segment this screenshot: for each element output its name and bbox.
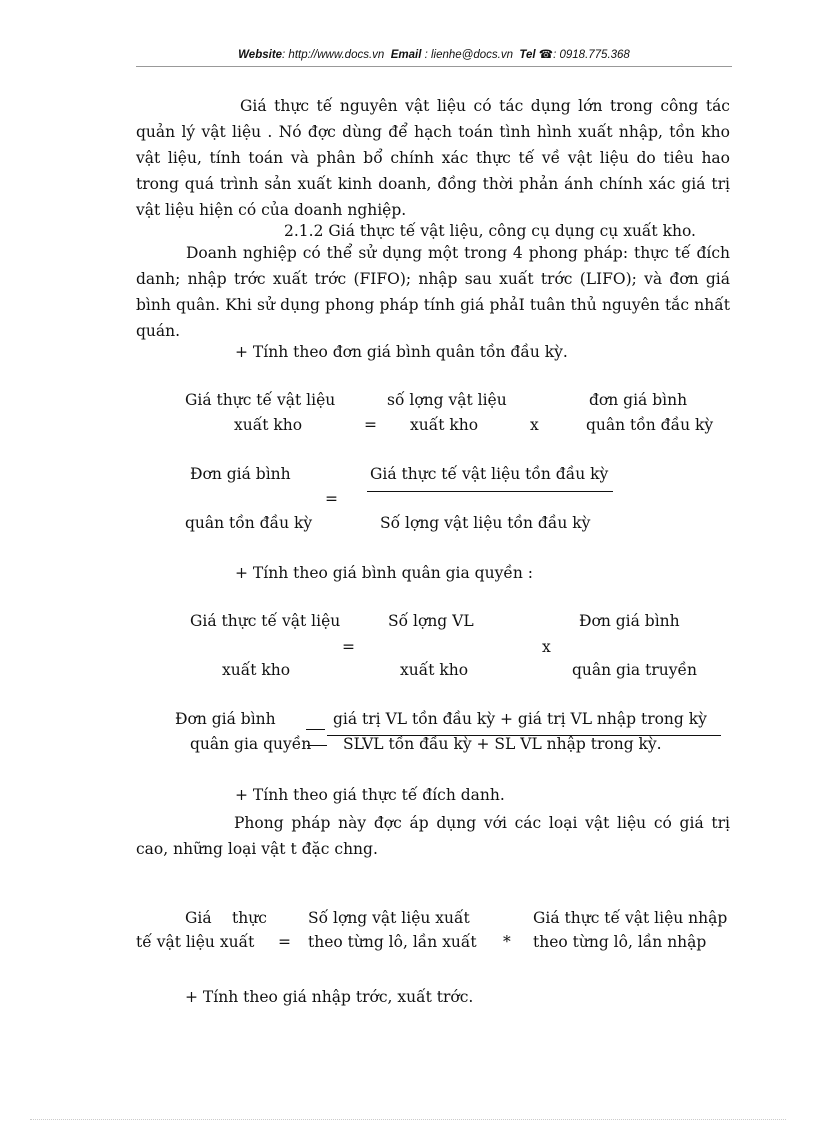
m1-f2-denominator: Số lợng vật liệu tồn đầu kỳ <box>380 514 591 532</box>
method3-paragraph: Phong pháp này đợc áp dụng với các loại vật liệu có giá trị cao, những loại vật t đặc chng. <box>136 814 730 858</box>
email-address[interactable]: : lienhe@docs.vn <box>424 49 513 61</box>
m2-f1-left-bottom: xuất kho <box>222 661 291 679</box>
email-label: Email <box>390 49 422 61</box>
m1-f1-right-top: đơn giá bình <box>589 391 688 409</box>
m1-f1-mid-bottom: xuất kho <box>410 416 479 434</box>
m1-f1-left-top: Giá thực tế vật liệu <box>185 391 336 409</box>
m2-f2-lead-bottom <box>307 745 327 746</box>
m1-f1-times: x <box>530 416 539 434</box>
m2-f1-mid-bottom: xuất kho <box>400 661 469 679</box>
section-heading: 2.1.2 Giá thực tế vật liệu, công cụ dụng cụ xuất kho. <box>284 222 696 240</box>
m2-f1-equals: = <box>342 638 355 656</box>
m2-f1-left-top: Giá thực tế vật liệu <box>190 612 341 630</box>
method4-title: + Tính theo giá nhập trớc, xuất trớc. <box>185 988 474 1006</box>
page-bottom-edge <box>30 1119 786 1120</box>
m3-f-right-top: Giá thực tế vật liệu nhập <box>533 909 728 927</box>
method1-title: + Tính theo đơn giá bình quân tồn đầu kỳ. <box>235 343 568 361</box>
method3-title: + Tính theo giá thực tế đích danh. <box>235 786 505 804</box>
website-url[interactable]: : http://www.docs.vn <box>282 49 385 61</box>
m2-f2-lead-top <box>306 729 325 730</box>
m1-f2-fraction-bar <box>367 491 613 492</box>
m2-f2-left-bottom: quân gia quyền <box>190 735 312 753</box>
m3-f-left-top-b: thực <box>232 909 267 927</box>
m2-f1-times: x <box>542 638 551 656</box>
m3-f-right-bottom: theo từng lô, lần nhập <box>533 933 707 951</box>
m3-f-op: * <box>503 933 511 951</box>
m3-f-mid-bottom: theo từng lô, lần xuất <box>308 933 477 951</box>
m2-f1-right-bottom: quân gia truyền <box>572 661 697 679</box>
m2-f2-numerator: giá trị VL tồn đầu kỳ + giá trị VL nhập trong kỳ <box>333 710 707 728</box>
m1-f1-right-bottom: quân tồn đầu kỳ <box>586 416 714 434</box>
m2-f1-right-top: Đơn giá bình <box>579 612 680 630</box>
methods-paragraph: Doanh nghiệp có thể sử dụng một trong 4 phong pháp: thực tế đích danh; nhập trớc xuất trớc (FIFO); nhập sau xuất trớc (LIFO); và đơn giá bình quân. Khi sử dụng phong pháp tính giá phảI tuân thủ nguyên tắc nhất quán. <box>136 244 730 340</box>
m1-f1-left-bottom: xuất kho <box>234 416 303 434</box>
header-divider <box>136 66 732 67</box>
m2-f2-left-top: Đơn giá bình <box>175 710 276 728</box>
page-header <box>136 47 732 61</box>
m3-f-left-top-a: Giá <box>185 909 212 927</box>
m1-f2-left-top: Đơn giá bình <box>190 465 291 483</box>
m1-f2-left-bottom: quân tồn đầu kỳ <box>185 514 313 532</box>
m1-f1-mid-top: số lợng vật liệu <box>387 391 507 409</box>
method2-title: + Tính theo giá bình quân gia quyền : <box>235 564 533 582</box>
m3-f-mid-top: Số lợng vật liệu xuất <box>308 909 470 927</box>
m3-f-left-bottom: tế vật liệu xuất <box>136 933 255 951</box>
intro-paragraph: Giá thực tế nguyên vật liệu có tác dụng lớn trong công tác quản lý vật liệu . Nó đợc dùng để hạch toán tình hình xuất nhập, tồn kho vật liệu, tính toán và phân bổ chính xác thực tế về vật liệu do tiêu hao trong quá trình sản xuất kinh doanh, đồng thời phản ánh chính xác giá trị vật liệu hiện có của doanh nghiệp. <box>136 97 730 219</box>
m1-f1-equals: = <box>364 416 377 434</box>
tel-label: Tel ☎ <box>519 49 554 61</box>
m2-f2-denominator: SLVL tồn đầu kỳ + SL VL nhập trong kỳ. <box>343 735 662 753</box>
tel-number: : 0918.775.368 <box>553 49 630 61</box>
m1-f2-equals: = <box>325 490 338 508</box>
m3-f-equals: = <box>278 933 291 951</box>
website-label: Website <box>238 49 283 61</box>
m2-f1-mid-top: Số lợng VL <box>388 612 474 630</box>
m1-f2-numerator: Giá thực tế vật liệu tồn đầu kỳ <box>370 465 609 483</box>
